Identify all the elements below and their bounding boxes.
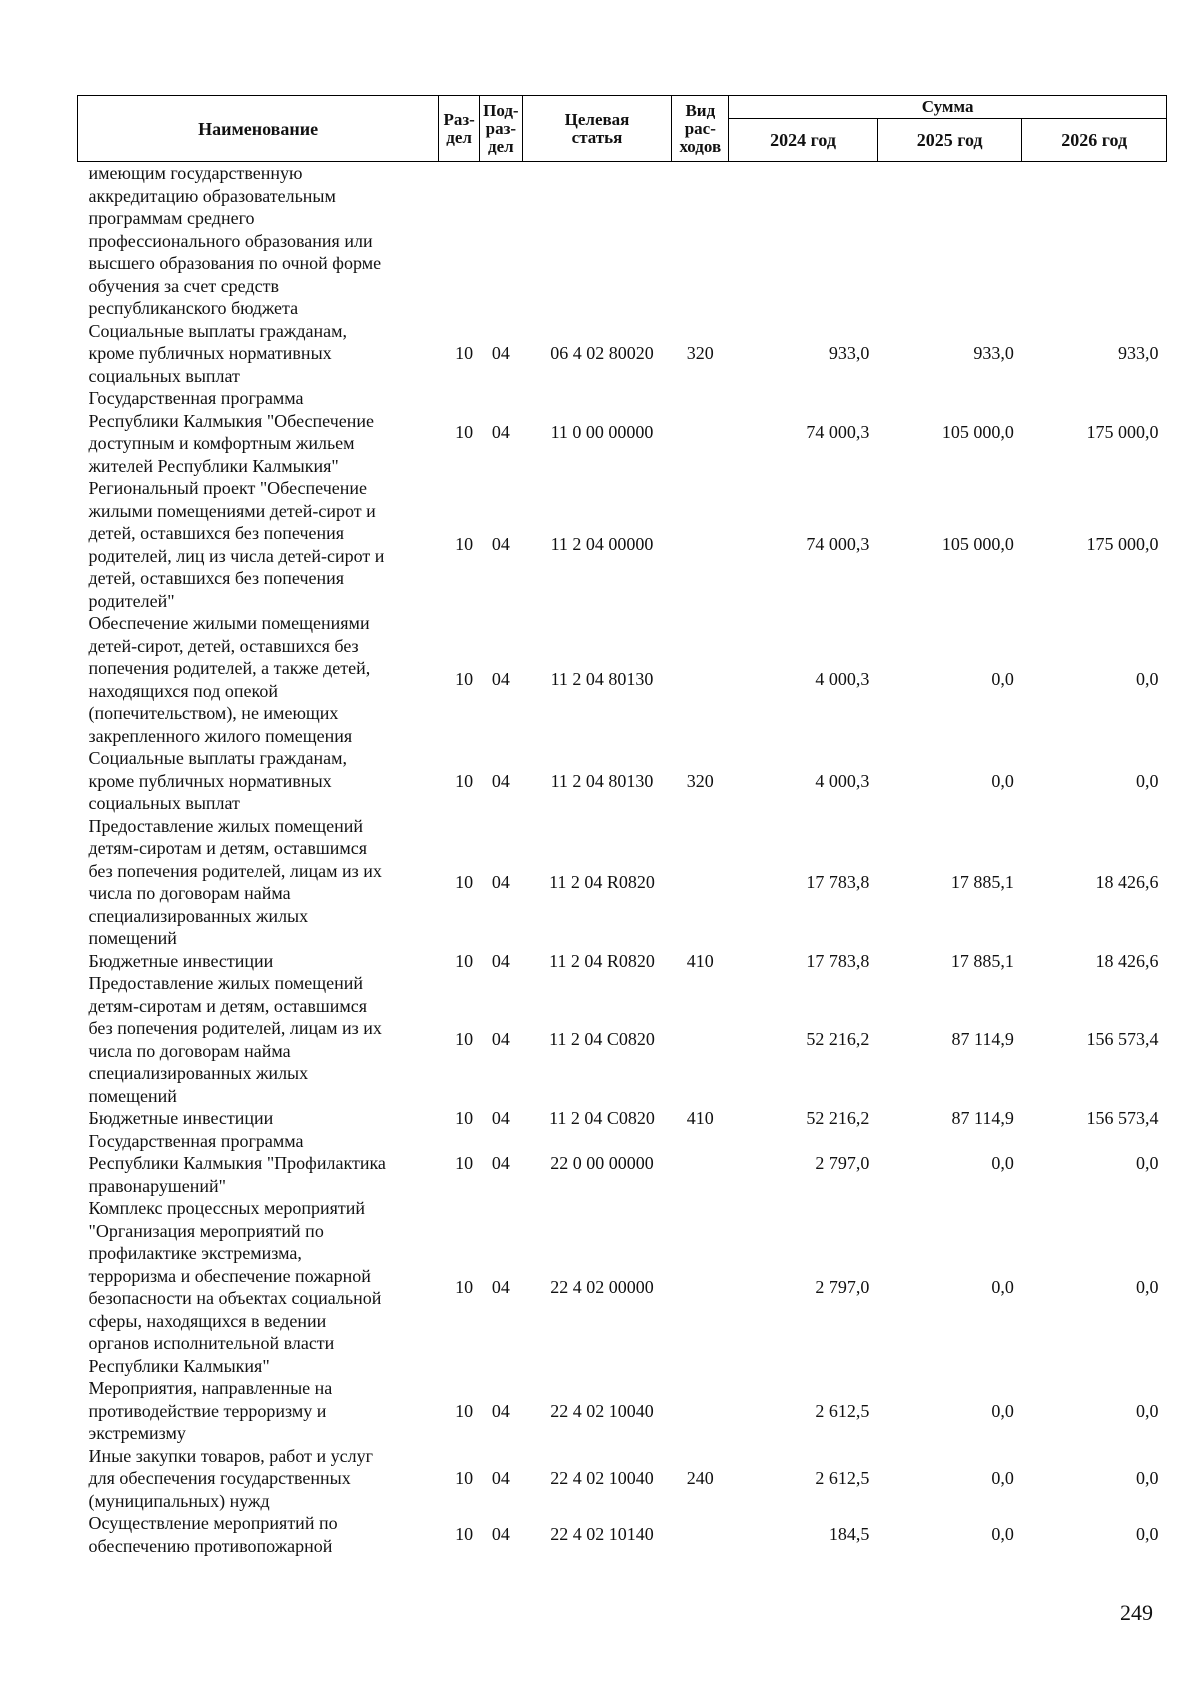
row-celevaya: 11 2 04 80130 [550,770,654,791]
row-celevaya: 22 4 02 10040 [550,1400,654,1421]
row-razdel: 10 [455,1468,474,1488]
table-row [78,1107,1167,1130]
header-vid: Вид рас- ходов [672,96,729,162]
row-name: Мероприятия, направленные на противодействие терроризму и экстремизму [88,1378,333,1443]
row-podrazdel: 04 [491,343,510,363]
row-vid [672,1197,729,1377]
row-podrazdel: 04 [491,950,510,971]
row-celevaya: 11 2 04 C0820 [549,1108,655,1128]
row-amount-2026: 0,0 [1136,770,1159,791]
table-row [78,162,1167,320]
row-amount-2024: 2 797,0 [815,1276,870,1297]
row-amount-2026: 175 000,0 [1086,534,1159,555]
table-row [78,387,1167,477]
row-razdel: 10 [455,1276,474,1297]
table-row [78,612,1167,747]
table-row [78,747,1167,815]
row-razdel: 10 [455,1153,474,1173]
header-year-2025: 2025 год [877,119,1022,162]
table-row [78,1377,1167,1445]
row-name: Предоставление жилых помещений детям-сиротам и детям, оставшимся без попечения родителей, лицам из их числа по договорам найма специализированных жилых помещений [88,973,382,1106]
row-podrazdel: 04 [491,1400,510,1421]
row-amount-2025: 87 114,9 [951,1029,1014,1050]
row-celevaya [522,162,672,320]
row-podrazdel: 04 [491,770,510,791]
row-podrazdel: 04 [491,1153,510,1173]
row-vid [672,162,729,320]
row-amount-2024: 2 612,5 [815,1400,870,1421]
row-amount-2025: 0,0 [991,1468,1014,1488]
row-amount-2024: 933,0 [828,343,870,363]
row-amount-2024: 17 783,8 [806,871,870,892]
row-vid [672,972,729,1107]
row-name: Социальные выплаты гражданам, кроме публичных нормативных социальных выплат [88,320,347,386]
row-name: Бюджетные инвестиции [88,1108,274,1128]
row-amount-2024: 74 000,3 [806,421,870,442]
row-amount-2026: 0,0 [1136,1153,1159,1173]
row-amount-2024: 17 783,8 [806,950,870,971]
row-name: Предоставление жилых помещений детям-сиротам и детям, оставшимся без попечения родителей, лицам из их числа по договорам найма специализированных жилых помещений [88,815,382,948]
row-amount-2026: 18 426,6 [1095,871,1159,892]
row-amount-2024: 2 612,5 [815,1468,870,1488]
row-razdel: 10 [455,1400,474,1421]
row-razdel: 10 [455,534,474,555]
row-amount-2025: 933,0 [973,343,1014,363]
table-row [78,950,1167,973]
row-name: Государственная программа Республики Калмыкия "Обеспечение доступным и комфортным жильем жителей Республики Калмыкия" [88,388,375,476]
table-header [78,96,1167,162]
table-row [78,1197,1167,1377]
header-year-2026: 2026 год [1022,119,1167,162]
row-name: Социальные выплаты гражданам, кроме публичных нормативных социальных выплат [88,748,347,813]
row-name: Комплекс процессных мероприятий "Организация мероприятий по профилактике экстремизма, терроризма и обеспечение пожарной безопасности на объектах социальной сферы, находящихся в ведении органов исполнительной власти Республики Калмыкия" [88,1198,382,1376]
row-amount-2026: 175 000,0 [1086,421,1159,442]
row-amount-2026: 0,0 [1136,1524,1159,1545]
row-amount-2025: 105 000,0 [941,421,1014,442]
row-amount-2026: 0,0 [1136,1468,1159,1488]
row-vid: 240 [686,1468,714,1488]
row-amount-2025: 87 114,9 [951,1108,1014,1128]
row-name: имеющим государственную аккредитацию образовательным программам среднего профессионального образования или высшего образования по очной форме обучения за счет средств республиканского бюджета [88,163,382,318]
row-amount-2026: 18 426,6 [1095,950,1159,971]
row-amount-2025: 0,0 [991,1400,1014,1421]
row-vid [672,612,729,747]
row-amount-2024: 4 000,3 [815,770,870,791]
row-podrazdel [479,162,522,320]
table-row [78,1512,1167,1557]
row-podrazdel: 04 [491,1108,510,1128]
row-razdel: 10 [455,669,474,690]
budget-table [77,95,1167,1557]
row-razdel: 10 [455,343,474,363]
row-amount-2025: 0,0 [991,1524,1014,1545]
row-amount-2025: 105 000,0 [941,534,1014,555]
row-name: Региональный проект "Обеспечение жилыми помещениями детей-сирот и детей, оставшихся без попечения родителей, лиц из числа детей-сирот и детей, оставшихся без попечения родителей" [88,478,385,611]
row-amount-2026: 0,0 [1136,669,1159,690]
row-amount-2026 [1022,162,1167,320]
row-podrazdel: 04 [491,421,510,442]
row-podrazdel: 04 [491,1276,510,1297]
header-razdel: Раз- дел [439,96,480,162]
row-vid [672,477,729,612]
row-amount-2025: 0,0 [991,1276,1014,1297]
row-vid [672,1512,729,1557]
row-razdel: 10 [455,871,474,892]
table-row [78,1445,1167,1513]
row-amount-2026: 0,0 [1136,1400,1159,1421]
row-amount-2024: 184,5 [828,1524,870,1545]
row-celevaya: 11 2 04 R0820 [549,871,655,892]
row-razdel: 10 [455,950,474,971]
row-amount-2024: 52 216,2 [806,1108,870,1128]
row-amount-2025: 0,0 [991,669,1014,690]
row-celevaya: 11 2 04 00000 [550,534,654,555]
header-podrazdel: Под- раз- дел [479,96,522,162]
table-row [78,972,1167,1107]
row-podrazdel: 04 [491,1524,510,1545]
row-amount-2025: 17 885,1 [950,950,1014,971]
table-body [78,162,1167,1558]
row-name: Иные закупки товаров, работ и услуг для обеспечения государственных (муниципальных) нужд [88,1445,373,1511]
row-amount-2026: 156 573,4 [1086,1108,1159,1128]
row-celevaya: 22 4 02 10040 [550,1468,654,1488]
row-podrazdel: 04 [491,669,510,690]
row-vid: 320 [686,343,714,363]
row-celevaya: 11 2 04 R0820 [549,950,655,971]
row-celevaya: 22 4 02 10140 [550,1524,654,1545]
row-amount-2024: 4 000,3 [815,669,870,690]
row-celevaya: 22 4 02 00000 [550,1276,654,1297]
row-amount-2026: 156 573,4 [1086,1029,1159,1050]
row-vid: 320 [686,770,714,791]
header-name: Наименование [78,96,439,162]
row-amount-2024: 2 797,0 [815,1153,870,1173]
row-name: Осуществление мероприятий по обеспечению противопожарной [88,1513,338,1556]
row-podrazdel: 04 [491,534,510,555]
row-amount-2025: 0,0 [991,1153,1014,1173]
row-vid: 410 [686,950,714,971]
row-vid [672,1377,729,1445]
row-name: Государственная программа Республики Калмыкия "Профилактика правонарушений" [88,1130,386,1196]
row-amount-2024 [729,162,878,320]
row-celevaya: 06 4 02 80020 [550,343,654,363]
row-amount-2026: 0,0 [1136,1276,1159,1297]
row-razdel: 10 [455,1524,474,1545]
row-amount-2025 [877,162,1022,320]
header-summa: Сумма [729,96,1167,119]
row-amount-2025: 0,0 [991,770,1014,791]
row-amount-2024: 52 216,2 [806,1029,870,1050]
page-number: 249 [1120,1600,1153,1625]
row-vid [672,815,729,950]
row-amount-2024: 74 000,3 [806,534,870,555]
row-vid: 410 [686,1108,714,1128]
row-vid [672,387,729,477]
row-name: Бюджетные инвестиции [88,950,274,971]
table-row [78,815,1167,950]
row-razdel: 10 [455,1029,474,1050]
row-celevaya: 22 0 00 00000 [550,1153,654,1173]
row-amount-2026: 933,0 [1118,343,1159,363]
row-razdel [439,162,480,320]
row-razdel: 10 [455,770,474,791]
row-name: Обеспечение жилыми помещениями детей-сирот, детей, оставшихся без попечения родителей, а также детей, находящихся под опекой (попечительством), не имеющих закрепленного жилого помещения [88,613,371,746]
header-celevaya: Целевая статья [522,96,672,162]
table-row [78,1130,1167,1198]
row-razdel: 10 [455,421,474,442]
row-razdel: 10 [455,1108,474,1128]
row-celevaya: 11 0 00 00000 [550,421,654,442]
row-celevaya: 11 2 04 80130 [550,669,654,690]
row-podrazdel: 04 [491,1468,510,1488]
header-year-2024: 2024 год [729,119,878,162]
row-podrazdel: 04 [491,871,510,892]
table-row [78,477,1167,612]
row-podrazdel: 04 [491,1029,510,1050]
row-celevaya: 11 2 04 C0820 [549,1029,655,1050]
row-vid [672,1130,729,1198]
row-amount-2025: 17 885,1 [950,871,1014,892]
table-row [78,320,1167,388]
